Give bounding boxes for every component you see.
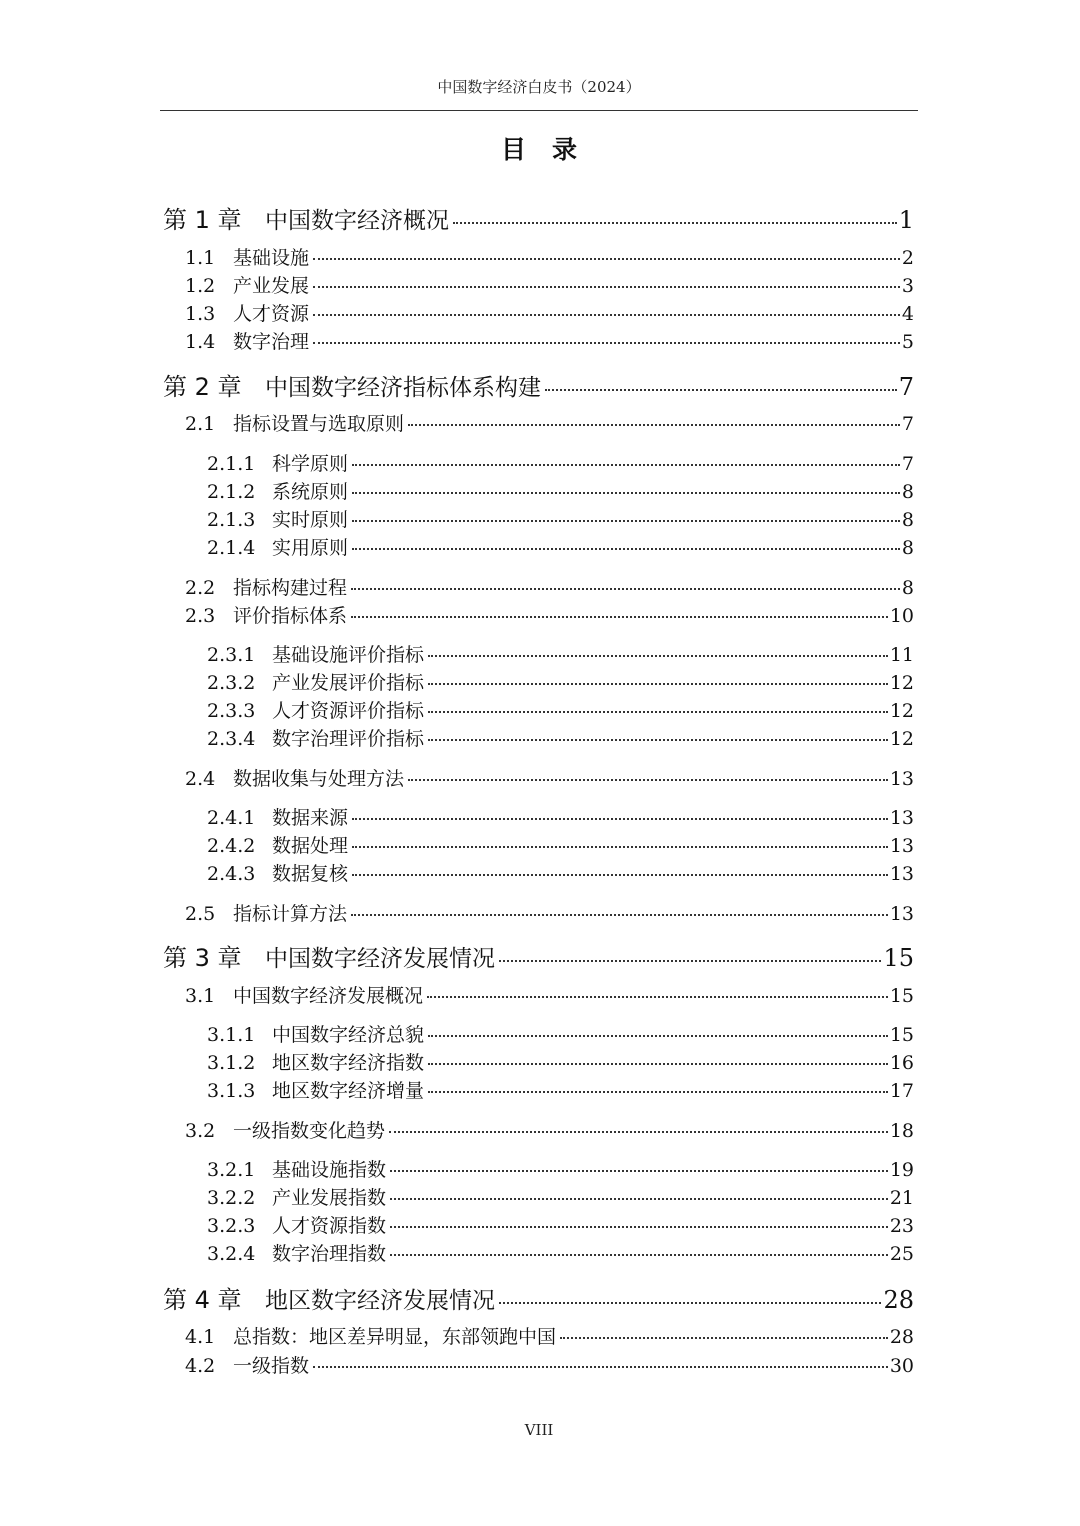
dot-leader — [389, 1131, 888, 1133]
dot-leader — [428, 1091, 888, 1093]
toc-entry-title: 中国数字经济概况 — [265, 208, 449, 234]
toc-entry-page: 8 — [901, 577, 914, 599]
toc-entry-title: 数据来源 — [272, 807, 349, 829]
toc-entry[interactable] — [0, 327, 1080, 354]
toc-entry-page: 8 — [901, 537, 914, 559]
toc-entry-number: 3.1.1 — [207, 1024, 256, 1046]
toc-entry-number: 2.2 — [185, 577, 216, 599]
page-title: 目录 — [500, 135, 603, 164]
dot-leader — [428, 683, 888, 685]
toc-entry-title: 产业发展评价指标 — [272, 672, 425, 694]
toc-entry-number: 2.3.3 — [207, 700, 256, 722]
dot-leader — [428, 1063, 888, 1065]
toc-entry-number: 2.1 — [185, 413, 216, 435]
toc-entry[interactable] — [0, 1155, 1080, 1182]
dot-leader — [428, 711, 888, 713]
toc-entry-number: 2.4.2 — [207, 835, 256, 857]
toc-entry-page: 2 — [901, 247, 914, 269]
toc-entry-title: 数字治理 — [233, 331, 310, 353]
toc-entry[interactable] — [0, 859, 1080, 886]
toc-entry-title: 指标计算方法 — [233, 903, 348, 925]
toc-entry-title: 地区数字经济增量 — [272, 1080, 425, 1102]
toc-entry-page: 30 — [889, 1355, 914, 1377]
toc-entry-page: 7 — [898, 373, 914, 401]
toc-entry-number: 2.4.1 — [207, 807, 256, 829]
dot-leader — [499, 960, 881, 962]
toc-entry-title: 地区数字经济指数 — [272, 1052, 425, 1074]
toc-entry[interactable] — [0, 764, 1080, 791]
dot-leader — [352, 846, 888, 848]
toc-entry[interactable] — [0, 1211, 1080, 1238]
toc-entry-title: 基础设施评价指标 — [272, 644, 425, 666]
dot-leader — [428, 655, 888, 657]
toc-entry-title: 中国数字经济发展概况 — [233, 985, 424, 1007]
toc-entry-number: 2.1.4 — [207, 537, 256, 559]
toc-entry-number: 2.1.3 — [207, 509, 256, 531]
dot-leader — [351, 616, 888, 618]
toc-entry-page: 19 — [889, 1159, 914, 1181]
toc-entry-page: 13 — [889, 835, 914, 857]
toc-entry[interactable] — [0, 640, 1080, 667]
dot-leader — [390, 1226, 888, 1228]
toc-entry-title: 系统原则 — [272, 481, 349, 503]
toc-entry-page: 15 — [889, 1024, 914, 1046]
toc-entry-page: 16 — [889, 1052, 914, 1074]
dot-leader — [560, 1337, 888, 1339]
dot-leader — [352, 548, 900, 550]
toc-entry-page: 8 — [901, 509, 914, 531]
header-divider — [160, 110, 918, 111]
toc-entry-number: 第 2 章 — [163, 373, 242, 401]
toc-entry-page: 13 — [889, 768, 914, 790]
toc-entry[interactable] — [0, 724, 1080, 751]
toc-entry-page: 3 — [901, 275, 914, 297]
dot-leader — [428, 739, 888, 741]
toc-entry-number: 4.2 — [185, 1355, 216, 1377]
toc-entry-page: 25 — [889, 1243, 914, 1265]
toc-entry-page: 1 — [898, 206, 914, 234]
toc-entry-title: 指标构建过程 — [233, 577, 348, 599]
dot-leader — [453, 222, 897, 224]
toc-entry-number: 1.3 — [185, 303, 216, 325]
dot-leader — [351, 588, 900, 590]
toc-entry-page: 15 — [889, 985, 914, 1007]
toc-entry-number: 1.2 — [185, 275, 216, 297]
toc-entry[interactable] — [0, 831, 1080, 858]
toc-entry-title: 产业发展 — [233, 275, 310, 297]
dot-leader — [427, 996, 888, 998]
toc-entry[interactable] — [0, 573, 1080, 600]
toc-entry[interactable] — [0, 899, 1080, 926]
toc-entry-number: 2.3.2 — [207, 672, 256, 694]
toc-entry[interactable] — [0, 696, 1080, 723]
toc-entry-title: 数字治理指数 — [272, 1243, 387, 1265]
dot-leader — [313, 286, 900, 288]
toc-entry-title: 中国数字经济发展情况 — [265, 946, 495, 972]
toc-entry[interactable] — [0, 981, 1080, 1008]
dot-leader — [352, 874, 888, 876]
dot-leader — [545, 389, 897, 391]
toc-entry-page: 11 — [889, 644, 914, 666]
toc-entry-title: 基础设施指数 — [272, 1159, 387, 1181]
toc-entry[interactable] — [0, 1048, 1080, 1075]
toc-entry[interactable] — [0, 938, 1080, 973]
toc-entry-title: 数据复核 — [272, 863, 349, 885]
toc-entry-title: 产业发展指数 — [272, 1187, 387, 1209]
toc-entry-number: 第 1 章 — [163, 206, 242, 234]
toc-entry-title: 数据处理 — [272, 835, 349, 857]
toc-entry-number: 2.1.1 — [207, 453, 256, 475]
toc-entry-page: 5 — [901, 331, 914, 353]
toc-entry-page: 28 — [883, 1286, 914, 1314]
toc-entry-number: 第 4 章 — [163, 1286, 242, 1314]
toc-entry-page: 17 — [889, 1080, 914, 1102]
toc-entry-number: 2.4 — [185, 768, 216, 790]
toc-entry-page: 13 — [889, 903, 914, 925]
toc-entry-number: 3.2 — [185, 1120, 216, 1142]
toc-entry-title: 人才资源 — [233, 303, 310, 325]
toc-entry-title: 实时原则 — [272, 509, 349, 531]
toc-entry-page: 12 — [889, 700, 914, 722]
toc-entry-number: 2.4.3 — [207, 863, 256, 885]
toc-entry-title: 一级指数变化趋势 — [233, 1120, 386, 1142]
toc-entry[interactable] — [0, 1239, 1080, 1266]
dot-leader — [408, 779, 888, 781]
toc-entry-page: 23 — [889, 1215, 914, 1237]
toc-entry-title: 数字治理评价指标 — [272, 728, 425, 750]
toc-entry-title: 地区数字经济发展情况 — [265, 1288, 495, 1314]
toc-entry-number: 2.3 — [185, 605, 216, 627]
toc-entry-number: 1.1 — [185, 247, 216, 269]
toc-entry-title: 人才资源评价指标 — [272, 700, 425, 722]
toc-entry-number: 3.1.3 — [207, 1080, 256, 1102]
toc-entry-number: 3.1 — [185, 985, 216, 1007]
toc-entry-number: 3.2.4 — [207, 1243, 256, 1265]
toc-entry[interactable] — [0, 200, 1080, 235]
toc-entry-title: 人才资源指数 — [272, 1215, 387, 1237]
running-header: 中国数字经济白皮书（2024） — [437, 78, 641, 96]
toc-entry[interactable] — [0, 449, 1080, 476]
toc-entry-title: 中国数字经济指标体系构建 — [265, 375, 541, 401]
dot-leader — [352, 520, 900, 522]
toc-entry[interactable] — [0, 803, 1080, 830]
page-number: VIII — [524, 1421, 554, 1439]
dot-leader — [313, 342, 900, 344]
toc-entry-title: 科学原则 — [272, 453, 349, 475]
toc-entry-number: 2.3.4 — [207, 728, 256, 750]
toc-entry-page: 12 — [889, 672, 914, 694]
toc-entry-page: 18 — [889, 1120, 914, 1142]
toc-entry[interactable] — [0, 1322, 1080, 1349]
toc-entry-page: 28 — [889, 1326, 914, 1348]
toc-entry-number: 3.2.1 — [207, 1159, 256, 1181]
toc-entry[interactable] — [0, 601, 1080, 628]
toc-entry-number: 2.3.1 — [207, 644, 256, 666]
toc-entry-number: 2.5 — [185, 903, 216, 925]
toc-entry-title: 指标设置与选取原则 — [233, 413, 405, 435]
toc-entry-page: 8 — [901, 481, 914, 503]
dot-leader — [313, 1366, 888, 1368]
toc-entry[interactable] — [0, 367, 1080, 402]
toc-entry-title: 评价指标体系 — [233, 605, 348, 627]
toc-entry-title: 基础设施 — [233, 247, 310, 269]
toc-entry-page: 12 — [889, 728, 914, 750]
dot-leader — [352, 464, 900, 466]
toc-entry-number: 3.1.2 — [207, 1052, 256, 1074]
toc-entry-page: 7 — [901, 453, 914, 475]
toc-entry[interactable] — [0, 271, 1080, 298]
dot-leader — [499, 1302, 881, 1304]
toc-entry-number: 2.1.2 — [207, 481, 256, 503]
toc-entry-number: 4.1 — [185, 1326, 216, 1348]
toc-entry-number: 3.2.3 — [207, 1215, 256, 1237]
toc-entry-page: 7 — [901, 413, 914, 435]
toc-entry-page: 4 — [901, 303, 914, 325]
toc-entry[interactable] — [0, 533, 1080, 560]
toc-entry-title: 总指数：地区差异明显，东部领跑中国 — [233, 1326, 557, 1348]
toc-entry[interactable] — [0, 409, 1080, 436]
toc-entry-page: 21 — [889, 1187, 914, 1209]
toc-entry-title: 中国数字经济总貌 — [272, 1024, 425, 1046]
toc-entry-page: 10 — [889, 605, 914, 627]
toc-entry[interactable] — [0, 1280, 1080, 1315]
dot-leader — [408, 424, 900, 426]
toc-entry-number: 1.4 — [185, 331, 216, 353]
toc-entry-number: 3.2.2 — [207, 1187, 256, 1209]
dot-leader — [390, 1198, 888, 1200]
toc-entry[interactable] — [0, 243, 1080, 270]
dot-leader — [428, 1035, 888, 1037]
toc-entry[interactable] — [0, 477, 1080, 504]
toc-entry[interactable] — [0, 299, 1080, 326]
toc-entry[interactable] — [0, 1116, 1080, 1143]
toc-entry[interactable] — [0, 1076, 1080, 1103]
toc-entry[interactable] — [0, 1020, 1080, 1047]
toc-entry[interactable] — [0, 1351, 1080, 1378]
toc-entry-number: 第 3 章 — [163, 944, 242, 972]
dot-leader — [313, 258, 900, 260]
toc-entry-title: 一级指数 — [233, 1355, 310, 1377]
dot-leader — [313, 314, 900, 316]
toc-entry[interactable] — [0, 668, 1080, 695]
dot-leader — [390, 1254, 888, 1256]
toc-entry[interactable] — [0, 505, 1080, 532]
toc-entry-title: 实用原则 — [272, 537, 349, 559]
dot-leader — [390, 1170, 888, 1172]
dot-leader — [351, 914, 888, 916]
dot-leader — [352, 818, 888, 820]
toc-entry-page: 13 — [889, 863, 914, 885]
toc-entry-page: 15 — [883, 944, 914, 972]
dot-leader — [352, 492, 900, 494]
toc-entry[interactable] — [0, 1183, 1080, 1210]
toc-entry-title: 数据收集与处理方法 — [233, 768, 405, 790]
toc-entry-page: 13 — [889, 807, 914, 829]
